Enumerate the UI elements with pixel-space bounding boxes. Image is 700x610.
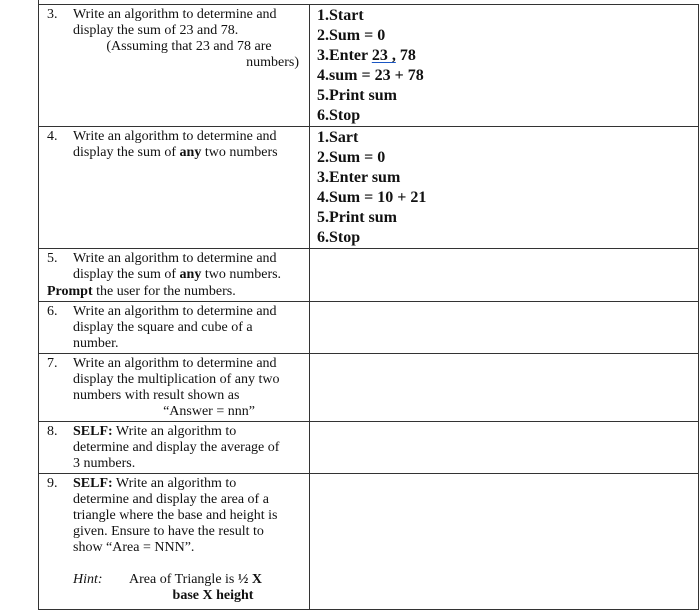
algorithm-table: [38, 4, 699, 610]
question-line: [47, 284, 236, 300]
question-fragment: display the sum of: [73, 267, 180, 282]
answer-cell: [310, 127, 699, 249]
question-line: 3 numbers.: [73, 456, 136, 471]
question-number: 9.: [47, 476, 58, 491]
answer-line: 6.Stop: [317, 229, 361, 246]
emphasis-text: base X height: [172, 588, 254, 603]
answer-text: [310, 5, 698, 126]
answer-line: 1.Start: [317, 7, 364, 24]
question-line: Write an algorithm to determine and: [73, 356, 277, 371]
question-text: [73, 424, 305, 472]
question-line: display the multiplication of any two: [73, 372, 280, 387]
answer-cell[interactable]: [310, 474, 699, 610]
question-fragment: Write an algorithm to: [112, 424, 237, 439]
emphasis-text: any: [179, 267, 202, 282]
answer-line: 5.Print sum: [317, 209, 397, 226]
answer-cell[interactable]: [310, 354, 699, 422]
question-cell: [39, 422, 310, 474]
answer-line: 6.Stop: [317, 107, 361, 124]
table-row-q4: [39, 127, 699, 249]
question-line: [73, 476, 305, 492]
question-fragment: display the sum of: [73, 145, 180, 160]
question-text: [73, 476, 305, 604]
question-line: [73, 424, 305, 440]
question-line: [73, 267, 305, 283]
answer-fragment: 3.Enter: [317, 47, 372, 64]
question-number: 4.: [47, 129, 58, 144]
answer-line: 5.Print sum: [317, 87, 397, 104]
answer-line: 2.Sum = 0: [317, 27, 386, 44]
question-cell: [39, 474, 310, 610]
answer-cell: [310, 5, 699, 127]
table-row-q7: [39, 354, 699, 422]
answer-line: 3.Enter sum: [317, 169, 401, 186]
question-line: numbers with result shown as: [73, 388, 240, 403]
question-cell: [39, 354, 310, 422]
question-text: [73, 304, 305, 352]
answer-fragment: 78: [395, 47, 416, 64]
question-line: given. Ensure to have the result to: [73, 524, 264, 539]
table-row-q3: [39, 5, 699, 127]
emphasis-text: any: [179, 145, 202, 160]
table-row-q8: [39, 422, 699, 474]
answer-cell[interactable]: [310, 249, 699, 302]
question-text: [73, 356, 305, 420]
question-fragment: Write an algorithm to: [112, 476, 237, 491]
question-line: Write an algorithm to determine and: [73, 251, 277, 266]
question-line: display the sum of 23 and 78.: [73, 23, 239, 38]
question-cell: [39, 5, 310, 127]
question-line: [73, 145, 305, 161]
table-row-q5: [39, 249, 699, 302]
question-fragment: the user for the numbers.: [92, 284, 236, 299]
emphasis-text: SELF:: [73, 424, 113, 439]
question-number: 6.: [47, 304, 58, 319]
question-line: Write an algorithm to determine and: [73, 7, 277, 22]
emphasis-text: Prompt: [47, 284, 93, 299]
question-line: determine and display the average of: [73, 440, 280, 455]
question-line: display the square and cube of a: [73, 320, 253, 335]
question-number: 5.: [47, 251, 58, 266]
question-line: (Assuming that 23 and 78 are: [106, 39, 272, 54]
question-text: [73, 129, 305, 161]
answer-line: 2.Sum = 0: [317, 149, 386, 166]
question-line: Write an algorithm to determine and: [73, 304, 277, 319]
answer-line: 4.sum = 23 + 78: [317, 67, 424, 84]
question-number: 8.: [47, 424, 58, 439]
question-line: “Answer = nnn”: [163, 404, 255, 419]
hint-fragment: Area of Triangle is: [129, 572, 238, 587]
question-fragment: two numbers.: [201, 267, 282, 282]
question-fragment: two numbers: [201, 145, 278, 160]
question-cell: [39, 302, 310, 354]
question-cell: [39, 127, 310, 249]
answer-text: [310, 127, 698, 248]
emphasis-text: SELF:: [73, 476, 113, 491]
answer-line: 4.Sum = 10 + 21: [317, 189, 427, 206]
spellcheck-underlined-text: 23 ,: [371, 47, 396, 64]
question-line: show “Area = NNN”.: [73, 540, 195, 555]
question-line: numbers): [246, 55, 299, 70]
hint-body: [129, 572, 305, 604]
hint-label: Hint:: [73, 572, 103, 587]
question-line: triangle where the base and height is: [73, 508, 278, 523]
answer-line: 1.Sart: [317, 129, 359, 146]
question-number: 3.: [47, 7, 58, 22]
question-line: number.: [73, 336, 119, 351]
question-line: Write an algorithm to determine and: [73, 129, 277, 144]
hint: [73, 572, 305, 604]
answer-cell[interactable]: [310, 302, 699, 354]
table-row-q9: [39, 474, 699, 610]
question-text: [73, 251, 305, 283]
question-cell: [39, 249, 310, 302]
table-row-q6: [39, 302, 699, 354]
question-line: determine and display the area of a: [73, 492, 269, 507]
emphasis-text: ½ X: [237, 572, 263, 587]
answer-cell[interactable]: [310, 422, 699, 474]
question-text: [73, 7, 305, 71]
question-number: 7.: [47, 356, 58, 371]
hint-line: [129, 588, 305, 604]
answer-line: [317, 46, 698, 66]
hint-line: [129, 572, 305, 588]
